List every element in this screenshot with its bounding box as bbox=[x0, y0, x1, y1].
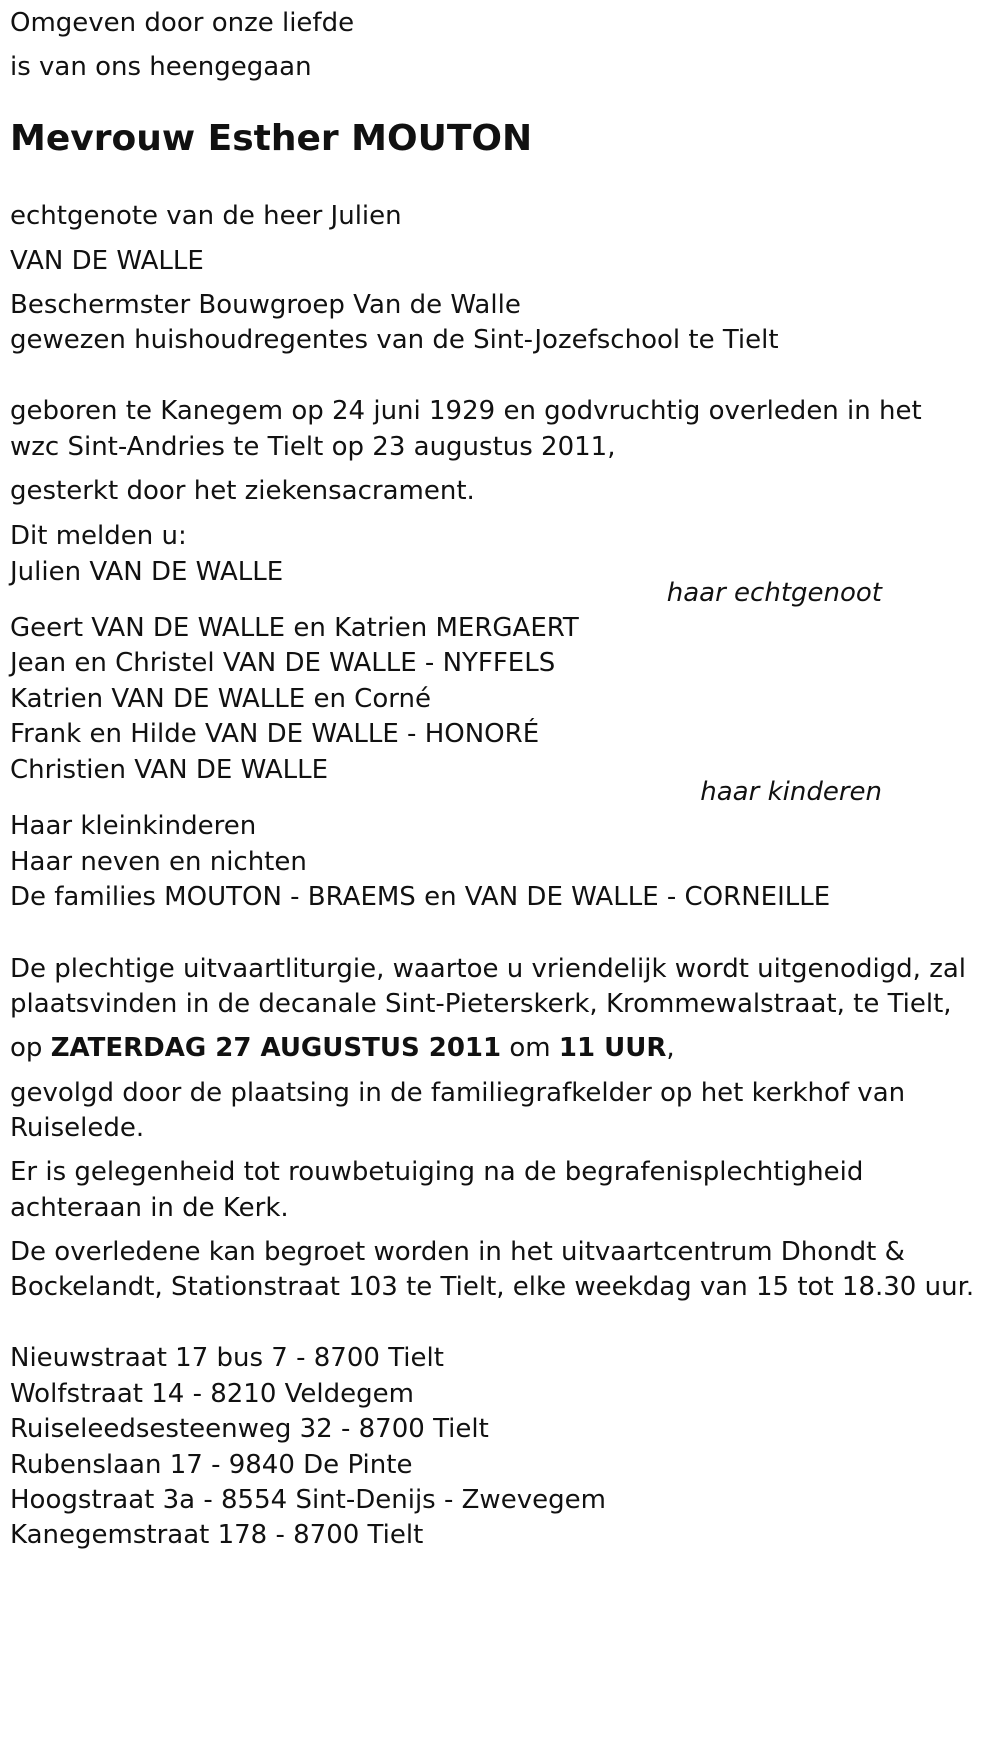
funeral-date: ZATERDAG 27 AUGUSTUS 2011 bbox=[50, 1033, 502, 1063]
child-line: Christien VAN DE WALLE bbox=[10, 755, 329, 785]
funeral-line-2: plaatsvinden in de decanale Sint-Pieterskerk, Krommewalstraat, te Tielt, bbox=[10, 989, 952, 1019]
date-prefix: op bbox=[10, 1033, 43, 1063]
husband-label: haar echtgenoot bbox=[666, 578, 882, 608]
intro-line-1: Omgeven door onze liefde bbox=[10, 8, 355, 38]
role-line-1: Beschermster Bouwgroep Van de Walle bbox=[10, 290, 521, 320]
time-suffix: , bbox=[666, 1033, 675, 1063]
child-line: Frank en Hilde VAN DE WALLE - HONORÉ bbox=[10, 719, 540, 749]
birth-death-line-1: geboren te Kanegem op 24 juni 1929 en godvruchtig overleden in het bbox=[10, 396, 922, 426]
role-line-2: gewezen huishoudregentes van de Sint-Jozefschool te Tielt bbox=[10, 325, 779, 355]
spouse-line-2: VAN DE WALLE bbox=[10, 246, 204, 276]
condolence-line-2: achteraan in de Kerk. bbox=[10, 1193, 289, 1223]
birth-death-line-2: wzc Sint-Andries te Tielt op 23 augustus 2011, bbox=[10, 432, 616, 462]
spouse-line-1: echtgenote van de heer Julien bbox=[10, 201, 402, 231]
announcers-intro: Dit melden u: bbox=[10, 521, 187, 551]
burial-line-1: gevolgd door de plaatsing in de familiegrafkelder op het kerkhof van bbox=[10, 1078, 906, 1108]
address-line: Wolfstraat 14 - 8210 Veldegem bbox=[10, 1379, 414, 1409]
address-line: Ruiseleedsesteenweg 32 - 8700 Tielt bbox=[10, 1414, 489, 1444]
other-relatives-line: Haar kleinkinderen bbox=[10, 811, 257, 841]
time-prefix: om bbox=[509, 1033, 551, 1063]
burial-line-2: Ruiselede. bbox=[10, 1113, 145, 1143]
children-label: haar kinderen bbox=[700, 777, 882, 807]
child-line: Geert VAN DE WALLE en Katrien MERGAERT bbox=[10, 613, 579, 643]
visit-line-1: De overledene kan begroet worden in het uitvaartcentrum Dhondt & bbox=[10, 1237, 905, 1267]
other-relatives-line: De families MOUTON - BRAEMS en VAN DE WALLE - CORNEILLE bbox=[10, 882, 831, 912]
funeral-line-1: De plechtige uitvaartliturgie, waartoe u vriendelijk wordt uitgenodigd, zal bbox=[10, 954, 967, 984]
birth-death-line-3: gesterkt door het ziekensacrament. bbox=[10, 476, 475, 506]
address-line: Hoogstraat 3a - 8554 Sint-Denijs - Zwevegem bbox=[10, 1485, 606, 1515]
visit-line-2: Bockelandt, Stationstraat 103 te Tielt, elke weekdag van 15 tot 18.30 uur. bbox=[10, 1272, 975, 1302]
address-line: Nieuwstraat 17 bus 7 - 8700 Tielt bbox=[10, 1343, 444, 1373]
funeral-time: 11 UUR bbox=[558, 1033, 667, 1063]
funeral-datetime bbox=[10, 1031, 675, 1065]
husband-name: Julien VAN DE WALLE bbox=[10, 557, 284, 587]
other-relatives-line: Haar neven en nichten bbox=[10, 847, 307, 877]
child-line: Jean en Christel VAN DE WALLE - NYFFELS bbox=[10, 648, 556, 678]
child-line: Katrien VAN DE WALLE en Corné bbox=[10, 684, 431, 714]
intro-line-2: is van ons heengegaan bbox=[10, 52, 312, 82]
address-line: Rubenslaan 17 - 9840 De Pinte bbox=[10, 1450, 413, 1480]
condolence-line-1: Er is gelegenheid tot rouwbetuiging na de begrafenisplechtigheid bbox=[10, 1157, 864, 1187]
address-line: Kanegemstraat 178 - 8700 Tielt bbox=[10, 1520, 424, 1550]
deceased-name: Mevrouw Esther MOUTON bbox=[10, 118, 533, 159]
